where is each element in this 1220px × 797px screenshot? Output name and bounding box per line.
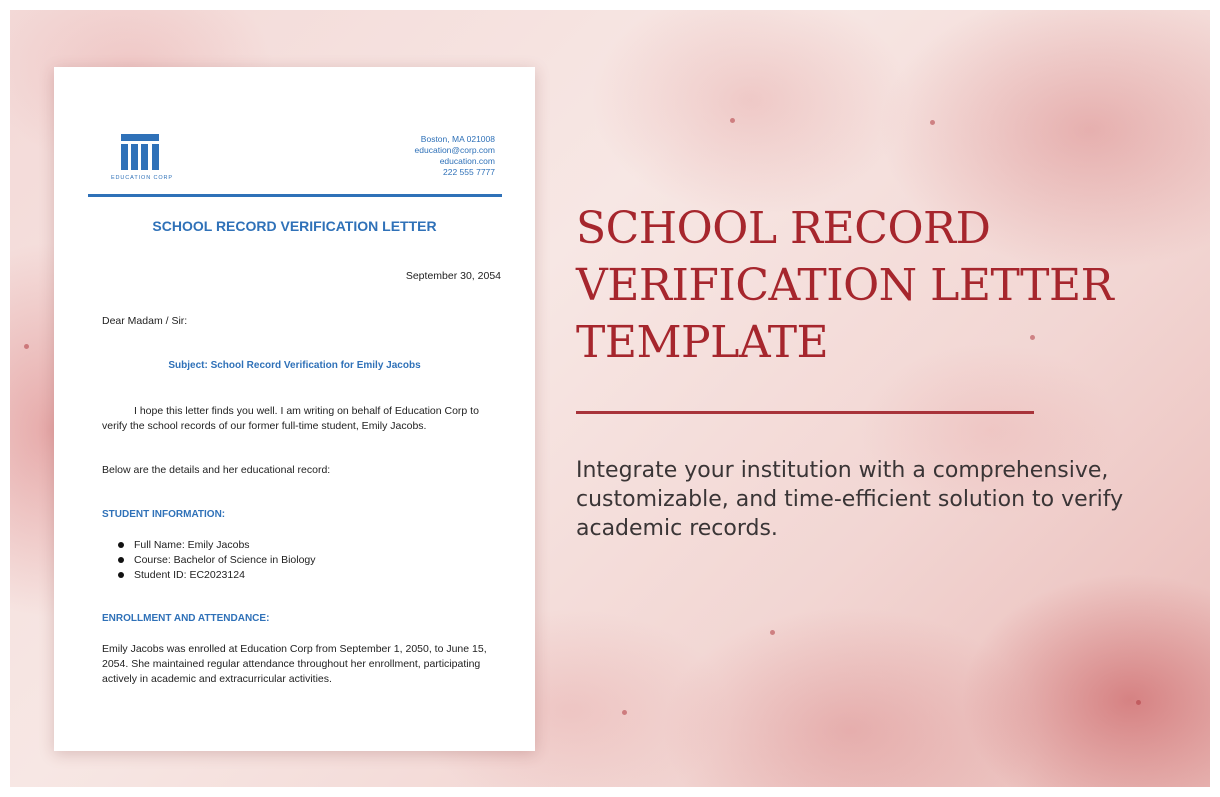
bullet-icon	[118, 557, 124, 563]
contact-website: education.com	[439, 156, 495, 166]
contact-address: Boston, MA 021008	[420, 134, 495, 144]
document-title: SCHOOL RECORD VERIFICATION LETTER	[152, 218, 437, 234]
logo-text: EDUCATION CORP	[110, 175, 173, 181]
headline-divider	[576, 411, 1034, 414]
student-info-list	[118, 538, 316, 583]
contact-block	[415, 134, 495, 178]
promo-tagline: Integrate your institution with a comprehensive, customizable, and time-efficient solution to verify academic records.	[576, 458, 1124, 541]
list-item	[118, 568, 316, 583]
header-divider	[88, 194, 502, 197]
decor-dot	[1136, 700, 1141, 705]
details-intro: Below are the details and her educational record:	[102, 464, 331, 476]
letter-greeting: Dear Madam / Sir:	[102, 315, 188, 327]
list-item	[118, 538, 316, 553]
letter-subject: Subject: School Record Verification for Emily Jacobs	[168, 360, 421, 371]
contact-email: education@corp.com	[414, 145, 495, 155]
headline-line: VERIFICATION LETTER	[576, 260, 1114, 311]
letter-document	[54, 67, 535, 751]
decor-dot	[622, 710, 627, 715]
promo-headline	[576, 200, 1136, 371]
enrollment-heading: ENROLLMENT AND ATTENDANCE:	[102, 613, 270, 624]
watercolor-background	[10, 10, 1210, 787]
enrollment-paragraph: Emily Jacobs was enrolled at Education Corp from September 1, 2050, to June 15, 2054. She maintained regular attendance throughout her enrollment, participating actively in academic and extracurricular activities.	[102, 643, 487, 685]
headline-line: TEMPLATE	[576, 317, 829, 368]
decor-dot	[930, 120, 935, 125]
student-id: Student ID: EC2023124	[134, 569, 245, 581]
student-full-name: Full Name: Emily Jacobs	[134, 539, 250, 551]
bullet-icon	[118, 542, 124, 548]
contact-phone: 222 555 7777	[443, 167, 495, 177]
intro-paragraph: I hope this letter finds you well. I am writing on behalf of Education Corp to verify the school records of our former full-time student, Emily Jacobs.	[102, 405, 479, 432]
list-item	[118, 553, 316, 568]
bullet-icon	[118, 572, 124, 578]
decor-dot	[770, 630, 775, 635]
student-course: Course: Bachelor of Science in Biology	[134, 554, 316, 566]
letter-date: September 30, 2054	[405, 270, 501, 282]
decor-dot	[24, 344, 29, 349]
headline-line: SCHOOL RECORD	[576, 203, 991, 254]
student-info-heading: STUDENT INFORMATION:	[102, 509, 226, 520]
decor-dot	[730, 118, 735, 123]
